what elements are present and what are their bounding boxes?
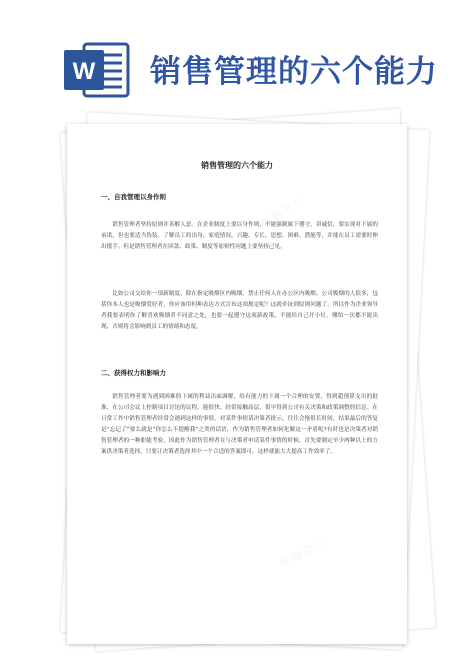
- document-page: [67, 124, 407, 644]
- watermark: 熊猫办公: [277, 533, 330, 572]
- paragraph: 销售管理者坚持原则并善解人意。在企业制度上要以身作则，不能强制属下遵守，讲诚信，要实现对下属的承诺，但也要适当伪装。了解员工的出身、家庭情况、兴趣、专长、思想、困难、潜能等，并能在员工需要时伸出援手。但是销售管理者在回款、政策、制度等原则性问题上要坚持己见。: [101, 222, 378, 250]
- watermark: 熊猫办公: [97, 413, 150, 452]
- section-heading: 一、自我管理以身作则: [101, 193, 166, 201]
- word-logo-letter: W: [72, 58, 96, 85]
- watermark: 熊猫办公: [257, 193, 310, 232]
- banner-title: 销售管理的六个能力: [150, 54, 438, 90]
- banner: [0, 0, 474, 120]
- section-heading: 二、获得权力和影响力: [101, 369, 166, 377]
- word-document-icon: [62, 38, 132, 102]
- document-title: 销售管理的六个能力: [201, 161, 273, 170]
- paragraph: 比如公司交给你一项新制度，除在指定吸烟区内吸烟，禁止任何人在办公区内吸烟。公司吸烟的人很多，包括你本人也是吸烟爱好者，你应该用何种表达方式宣布这项规定呢？这就牵扯到原则问题了，所以作为企业领导者我要表明你了解喜欢吸烟者不同意之处，也要一起遵守这项新政策，不能给自己开小灶，哪怕一次都不能出现，否则将会影响到员工的情绪和态度。: [101, 291, 378, 330]
- paragraph: 销售管理者要为遇到困难的下属的利益出面调解，给有能力的下属一个合理的安置，得到超预算支出的批准，在公司会议上控制项目讨论的议程，能很快、经常接触高层，很早得到公司有关决策和政策调整的信息。在日常工作中销售管理者经常会遇到这样的事情，对某件事情请决策者批示，往往会拖很长时间，结果最后的答复是“忘记了”要么就是“你怎么不提醒我”之类的话语，作为销售管理者如何化解这一矛盾呢?有时也是决策者对销售管理者的一种职能考验，因此作为销售管理者在与决策者申请某件事情的时候，首先要制定至少两种以上的方案供决策者选择，只要让决策者选择其中一个合适的答案即可，这样就能大大提高工作效率了。: [101, 394, 378, 455]
